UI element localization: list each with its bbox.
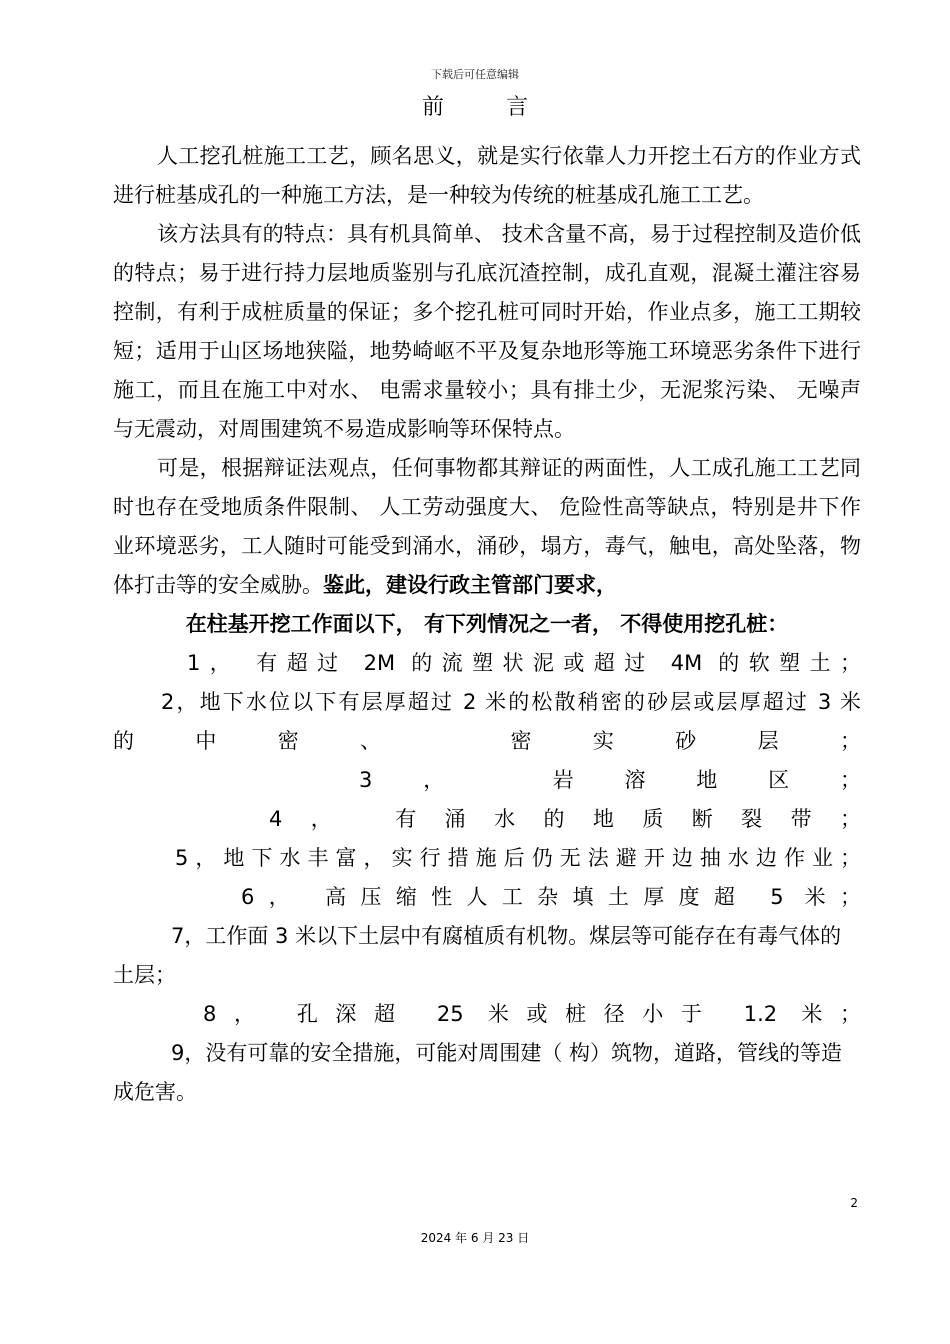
list-item: 6， 高压缩性人工杂填土厚度超 5 米； — [241, 885, 861, 909]
list-item: 4， 有涌水的地质断裂带； — [269, 807, 861, 831]
page-number: 2 — [850, 1196, 858, 1210]
footer-date: 2024 年 6 月 23 日 — [420, 1231, 530, 1245]
paragraph-features: 该方法具有的特点：具有机具简单、 技术含量不高，易于过程控制及造价低的特点；易于进行持力层地质鉴别与孔底沉渣控制，成孔直观，混凝土灌注容易控制，有利于成桩质量的保证；多个挖孔桩可同时开始，作业点多，施工工期较短；适用于山区场地狭隘，地势崎岖不平及复杂地形等施工环境恶劣条件下进行施工，而且在施工中对水、 电需求量较小；具有排土少，无泥浆污染、 无噪声与无震动，对周围建筑不易造成影响等环保特点。 — [113, 222, 861, 441]
list-item: 2，地下水位以下有层厚超过 2 米的松散稍密的砂层或层厚超过 3 米 — [161, 690, 861, 714]
list-item: 3， 岩溶地区； — [359, 768, 861, 792]
paragraph-drawbacks — [113, 449, 861, 605]
document-body — [113, 137, 861, 1112]
paragraph-requirement-lead: 鉴此，建设行政主管部门要求， — [323, 573, 617, 597]
paragraph-intro: 人工挖孔桩施工工艺，顾名思义，就是实行依靠人力开挖土石方的作业方式进行桩基成孔的一种施工方法，是一种较为传统的桩基成孔施工工艺。 — [113, 144, 861, 207]
header-note: 下载后可任意编辑 — [431, 68, 519, 81]
list-item: 5，地下水丰富，实行措施后仍无法避开边抽水边作业； — [175, 846, 861, 870]
list-item: 8， 孔深超 25 米或桩径小于 1.2 米； — [203, 1002, 861, 1026]
page-title: 前言 — [421, 95, 590, 120]
list-item: 的中密、 密实砂层； — [113, 729, 861, 753]
list-item: 1， 有超过 2M 的流塑状泥或超过 4M 的软塑土； — [187, 651, 861, 675]
list-item: 7，工作面 3 米以下土层中有腐植质有机物。煤层等可能存在有毒气体的土层； — [113, 924, 842, 987]
paragraph-requirement: 在柱基开挖工作面以下， 有下列情况之一者， 不得使用挖孔桩： — [185, 612, 789, 636]
list-item: 9，没有可靠的安全措施，可能对周围建（ 构）筑物，道路，管线的等造成危害。 — [113, 1041, 843, 1104]
paragraph-drawbacks-text: 可是，根据辩证法观点，任何事物都其辩证的两面性，人工成孔施工工艺同时也存在受地质条件限制、 人工劳动强度大、 危险性高等缺点，特别是井下作业环境恶劣，工人随时可能受到涌水，涌砂，塌方，毒气，触电，高处坠落，物体打击等的安全威胁。 — [113, 456, 861, 597]
